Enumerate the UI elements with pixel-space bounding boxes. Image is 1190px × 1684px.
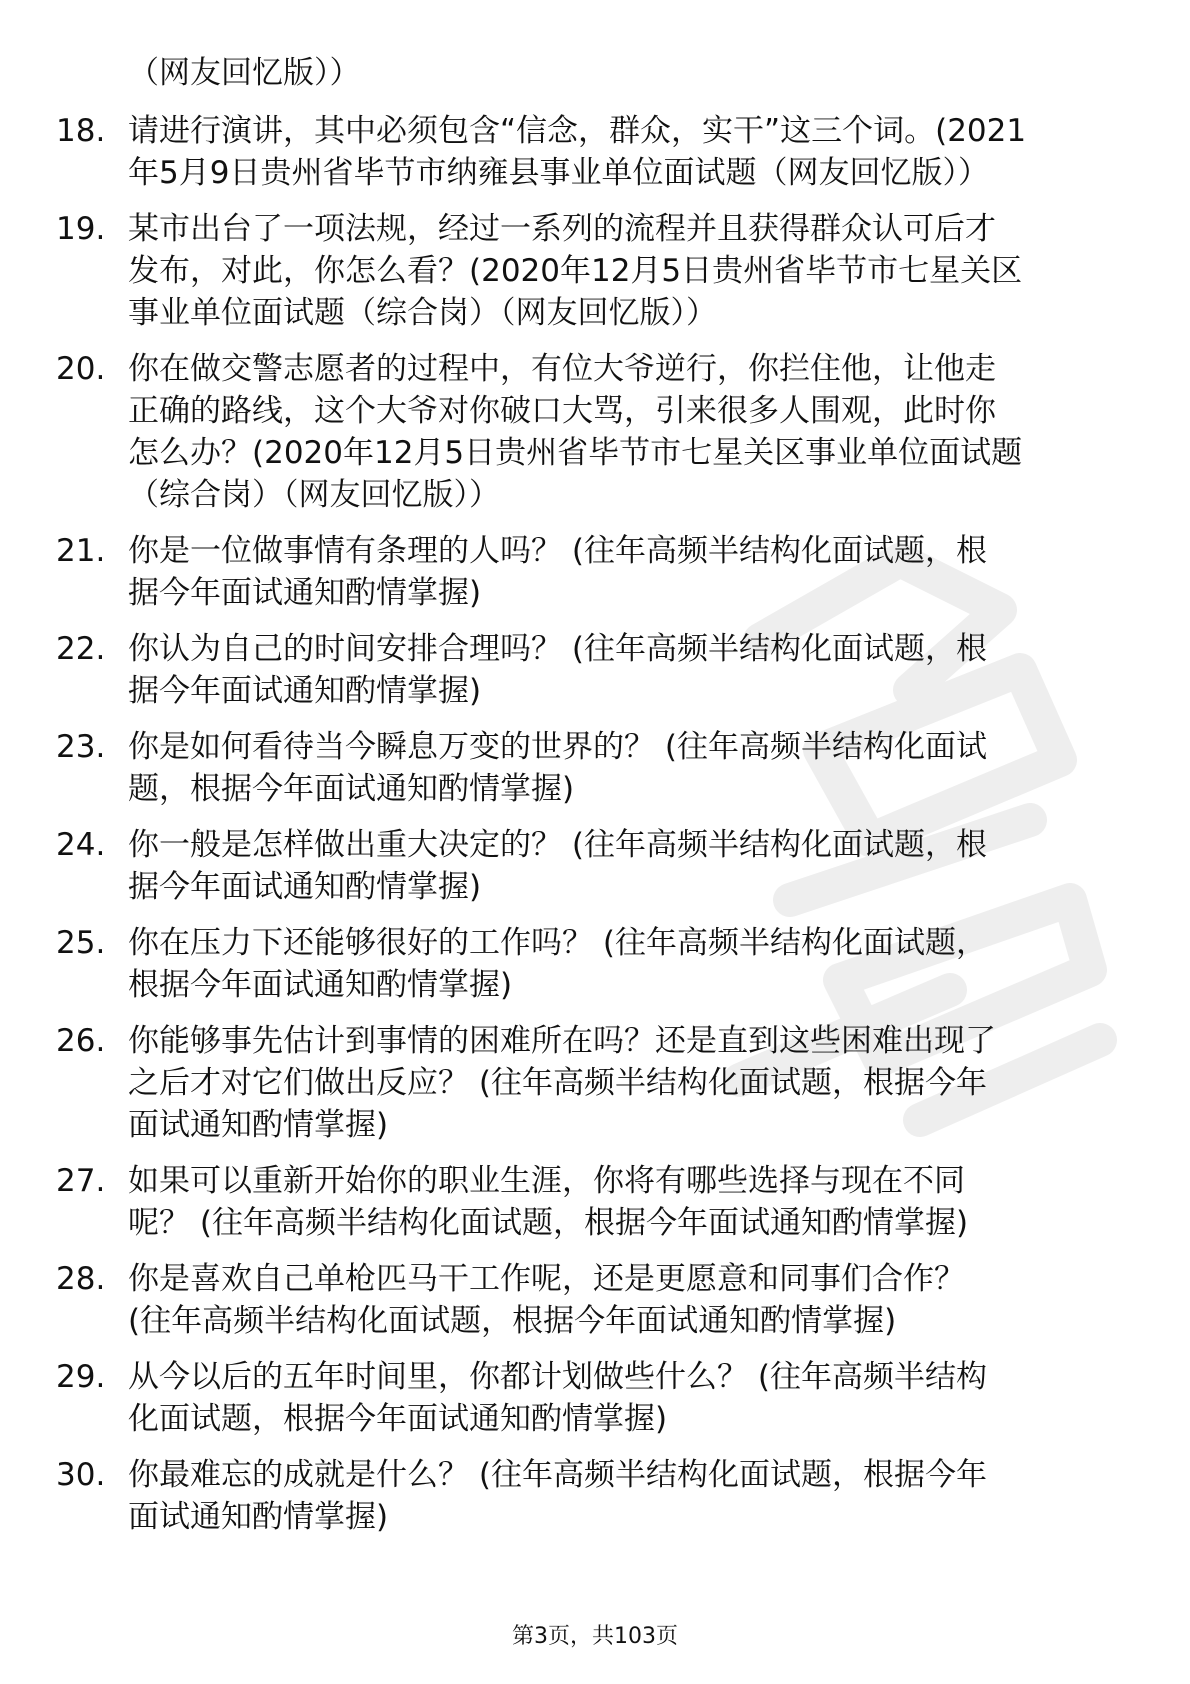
question-item	[0, 1454, 1190, 1538]
question-item	[0, 208, 1190, 334]
question-number: 20.	[56, 351, 106, 387]
question-text: 你认为自己的时间安排合理吗？ (往年高频半结构化面试题，根 据今年面试通知酌情掌握)	[128, 631, 987, 709]
question-item	[0, 1258, 1190, 1342]
question-item	[0, 348, 1190, 516]
question-item	[0, 110, 1190, 194]
question-text: 如果可以重新开始你的职业生涯，你将有哪些选择与现在不同 呢？ (往年高频半结构化面试题，根据今年面试通知酌情掌握)	[128, 1163, 969, 1241]
question-text: 你在压力下还能够很好的工作吗？ (往年高频半结构化面试题， 根据今年面试通知酌情掌握)	[128, 925, 987, 1003]
question-text: 你是一位做事情有条理的人吗？ (往年高频半结构化面试题，根 据今年面试通知酌情掌握)	[128, 533, 987, 611]
continued-text: （网友回忆版））	[128, 55, 361, 91]
question-item	[0, 530, 1190, 614]
question-text: 你是如何看待当今瞬息万变的世界的？ (往年高频半结构化面试 题，根据今年面试通知酌情掌握)	[128, 729, 987, 807]
page-footer: 第3页，共103页	[512, 1624, 678, 1649]
question-item	[0, 628, 1190, 712]
question-number: 27.	[56, 1163, 106, 1199]
question-text: 你在做交警志愿者的过程中，有位大爷逆行，你拦住他，让他走 正确的路线，这个大爷对你破口大骂，引来很多人围观，此时你 怎么办？(2020年12月5日贵州省毕节市七星关区事业单位面试题 （综合岗）（网友回忆版））	[128, 351, 1023, 513]
question-number: 21.	[56, 533, 106, 569]
question-number: 29.	[56, 1359, 106, 1395]
question-number: 25.	[56, 925, 106, 961]
question-item	[0, 726, 1190, 810]
question-text: 你能够事先估计到事情的困难所在吗？还是直到这些困难出现了 之后才对它们做出反应？ (往年高频半结构化面试题，根据今年 面试通知酌情掌握)	[128, 1023, 996, 1143]
question-text: 从今以后的五年时间里，你都计划做些什么？ (往年高频半结构 化面试题，根据今年面试通知酌情掌握)	[128, 1359, 987, 1437]
question-text: 某市出台了一项法规，经过一系列的流程并且获得群众认可后才 发布，对此，你怎么看？(2020年12月5日贵州省毕节市七星关区 事业单位面试题（综合岗）（网友回忆版））	[128, 211, 1023, 331]
question-number: 23.	[56, 729, 106, 765]
question-text: 你一般是怎样做出重大决定的？ (往年高频半结构化面试题，根 据今年面试通知酌情掌握)	[128, 827, 987, 905]
question-number: 30.	[56, 1457, 106, 1493]
question-text: 你是喜欢自己单枪匹马干工作呢，还是更愿意和同事们合作？ (往年高频半结构化面试题，根据今年面试通知酌情掌握)	[128, 1261, 965, 1339]
question-number: 18.	[56, 113, 106, 149]
question-list	[0, 110, 1190, 1552]
question-number: 22.	[56, 631, 106, 667]
question-item	[0, 1020, 1190, 1146]
question-text: 请进行演讲，其中必须包含“信念，群众，实干”这三个词。(2021 年5月9日贵州省毕节市纳雍县事业单位面试题（网友回忆版））	[128, 113, 1027, 191]
question-text: 你最难忘的成就是什么？ (往年高频半结构化面试题，根据今年 面试通知酌情掌握)	[128, 1457, 987, 1535]
question-number: 26.	[56, 1023, 106, 1059]
question-item	[0, 1356, 1190, 1440]
question-number: 24.	[56, 827, 106, 863]
question-number: 28.	[56, 1261, 106, 1297]
question-number: 19.	[56, 211, 106, 247]
question-item	[0, 824, 1190, 908]
question-item	[0, 1160, 1190, 1244]
question-item	[0, 922, 1190, 1006]
